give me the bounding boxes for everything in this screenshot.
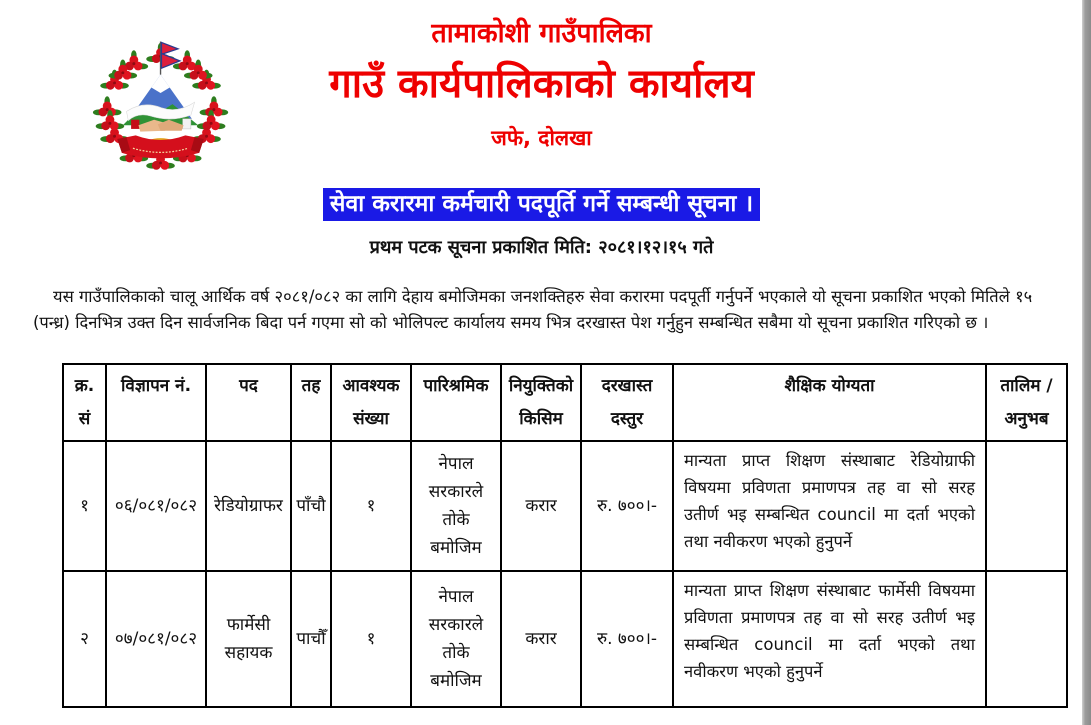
cell-level: पाँचौ (291, 441, 331, 571)
column-header-required-count: आवश्यक संख्या (331, 364, 411, 441)
cell-sn: १ (63, 441, 106, 571)
cell-remuneration: नेपाल सरकारले तोके बमोजिम (411, 571, 501, 707)
page-edge-strip (1082, 0, 1091, 725)
municipality-name: तामाकोशी गाउँपालिका (431, 18, 652, 49)
column-header-application-fee: दरखास्त दस्तुर (581, 364, 673, 441)
publish-date-line: प्रथम पटक सूचना प्रकाशित मिति: २०८१।१२।१५ गते (369, 237, 714, 258)
cell-position: रेडियोग्राफर (206, 441, 291, 571)
cell-appointment-type: करार (501, 571, 581, 707)
column-header-training-experience: तालिम / अनुभब (986, 364, 1067, 441)
cell-position: फार्मेसी सहायक (206, 571, 291, 707)
table-row (63, 441, 1067, 571)
column-header-sn: क्र. सं (63, 364, 106, 441)
cell-required-count: १ (331, 571, 411, 707)
vacancy-table (62, 363, 1068, 708)
table-row (63, 571, 1067, 707)
cell-level: पाचौँ (291, 571, 331, 707)
column-header-remuneration: पारिश्रमिक (411, 364, 501, 441)
cell-advertisement-no: ०६/०८१/०८२ (106, 441, 206, 571)
column-header-qualification: शैक्षिक योग्यता (673, 364, 986, 441)
notice-body-paragraph: यस गाउँपालिकाको चालू आर्थिक वर्ष २०८१/०८२ का लागि देहाय बमोजिमका जनशक्तिहरु सेवा करारमा पदपूर्ती गर्नुपर्ने भएकाले यो सूचना प्रकाशित भएको मितिले १५ (पन्ध्र) दिनभित्र उक्त दिन सार्वजनिक बिदा पर्न गएमा सो को भोलिपल्ट कार्यालय समय भित्र दरखास्त पेश गर्नुहुन सम्बन्धित सबैमा यो सूचना प्रकाशित गरिएको छ । (33, 287, 1033, 332)
column-header-advertisement-no: विज्ञापन नं. (106, 364, 206, 441)
column-header-position: पद (206, 364, 291, 441)
cell-remuneration: नेपाल सरकारले तोके बमोजिम (411, 441, 501, 571)
table-header-row (63, 364, 1067, 441)
cell-training-experience (986, 441, 1067, 571)
cell-advertisement-no: ०७/०८१/०८२ (106, 571, 206, 707)
column-header-level: तह (291, 364, 331, 441)
notice-title-row (0, 188, 1083, 221)
district-address: जफे, दोलखा (491, 126, 592, 150)
office-name: गाउँ कार्यपालिकाको कार्यालय (329, 61, 754, 107)
cell-application-fee: रु. ७००।- (581, 441, 673, 571)
cell-qualification: मान्यता प्राप्त शिक्षण संस्थाबाट रेडियोग्राफी विषयमा प्रविणता प्रमाणपत्र तह वा सो सरह उतीर्ण भइ सम्बन्धित council मा दर्ता भएको तथा नवीकरण भएको हुनुपर्ने (673, 441, 986, 571)
notice-title-highlighted: सेवा करारमा कर्मचारी पदपूर्ति गर्ने सम्बन्धी सूचना । (323, 188, 760, 221)
cell-appointment-type: करार (501, 441, 581, 571)
cell-qualification: मान्यता प्राप्त शिक्षण संस्थाबाट फार्मेसी विषयमा प्रविणता प्रमाणपत्र तह वा सो सरह उतीर्ण भइ सम्बन्धित council मा दर्ता भएको तथा नवीकरण भएको हुनुपर्ने (673, 571, 986, 707)
cell-application-fee: रु. ७००।- (581, 571, 673, 707)
cell-training-experience (986, 571, 1067, 707)
cell-sn: २ (63, 571, 106, 707)
cell-required-count: १ (331, 441, 411, 571)
column-header-appointment-type: नियुक्तिको किसिम (501, 364, 581, 441)
